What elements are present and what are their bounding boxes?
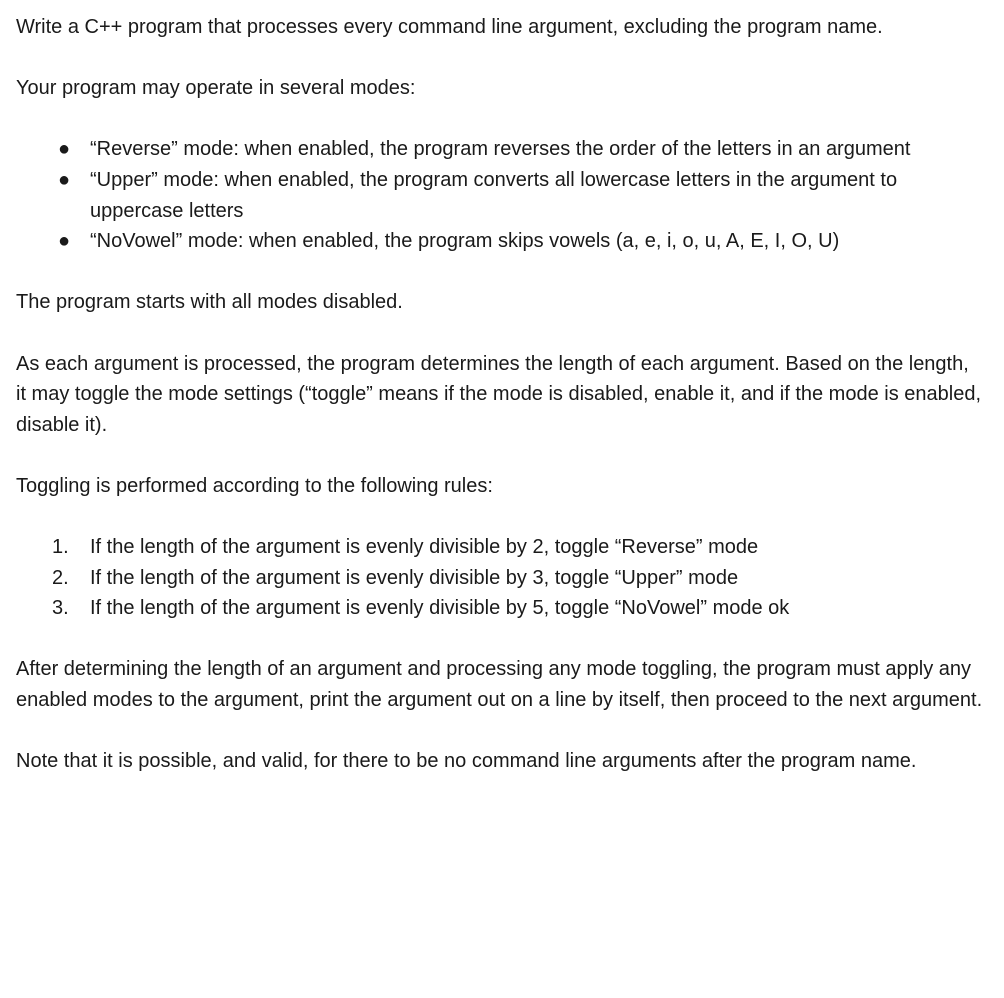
rule-text: If the length of the argument is evenly divisible by 3, toggle “Upper” mode: [90, 566, 739, 589]
note-paragraph: Note that it is possible, and valid, for there to be no command line arguments after the program name.: [16, 750, 917, 773]
mode-description: “NoVowel” mode: when enabled, the program skips vowels (a, e, i, o, u, A, E, I, O, U): [90, 230, 840, 253]
bullet-icon: ●: [57, 138, 71, 161]
rule-item-3: [16, 593, 984, 624]
rules-list: [16, 532, 984, 624]
rule-item-2: [16, 563, 984, 594]
bullet-icon: ●: [57, 230, 71, 253]
modes-intro-paragraph: Your program may operate in several modes:: [16, 77, 416, 100]
list-item-upper-mode: [16, 165, 984, 226]
mode-description: “Reverse” mode: when enabled, the program reverses the order of the letters in an argument: [90, 138, 911, 161]
start-state-paragraph: The program starts with all modes disabled.: [16, 291, 403, 314]
rule-number: 3.: [52, 597, 69, 620]
mode-description: “Upper” mode: when enabled, the program converts all lowercase letters in the argument to uppercase letters: [90, 168, 898, 222]
document-body: [16, 12, 984, 807]
list-item-novowel-mode: [16, 226, 984, 257]
rule-item-1: [16, 532, 984, 563]
bullet-icon: ●: [57, 168, 71, 191]
after-paragraph: After determining the length of an argument and processing any mode toggling, the program must apply any enabled modes to the argument, print the argument out on a line by itself, then proceed to the next argument.: [16, 658, 983, 712]
rules-intro-paragraph: Toggling is performed according to the following rules:: [16, 474, 493, 497]
rule-number: 1.: [52, 536, 69, 559]
modes-list: [16, 134, 984, 256]
intro-paragraph: Write a C++ program that processes every command line argument, excluding the program name.: [16, 16, 883, 38]
rule-number: 2.: [52, 566, 69, 589]
rule-text: If the length of the argument is evenly divisible by 5, toggle “NoVowel” mode ok: [90, 597, 790, 620]
rule-text: If the length of the argument is evenly divisible by 2, toggle “Reverse” mode: [90, 536, 759, 559]
list-item-reverse-mode: [16, 134, 984, 165]
processing-paragraph: As each argument is processed, the program determines the length of each argument. Based on the length, it may toggle the mode settings (“toggle” means if the mode is disabled, enable it, and if the mode is enabled, disable it).: [16, 352, 981, 436]
